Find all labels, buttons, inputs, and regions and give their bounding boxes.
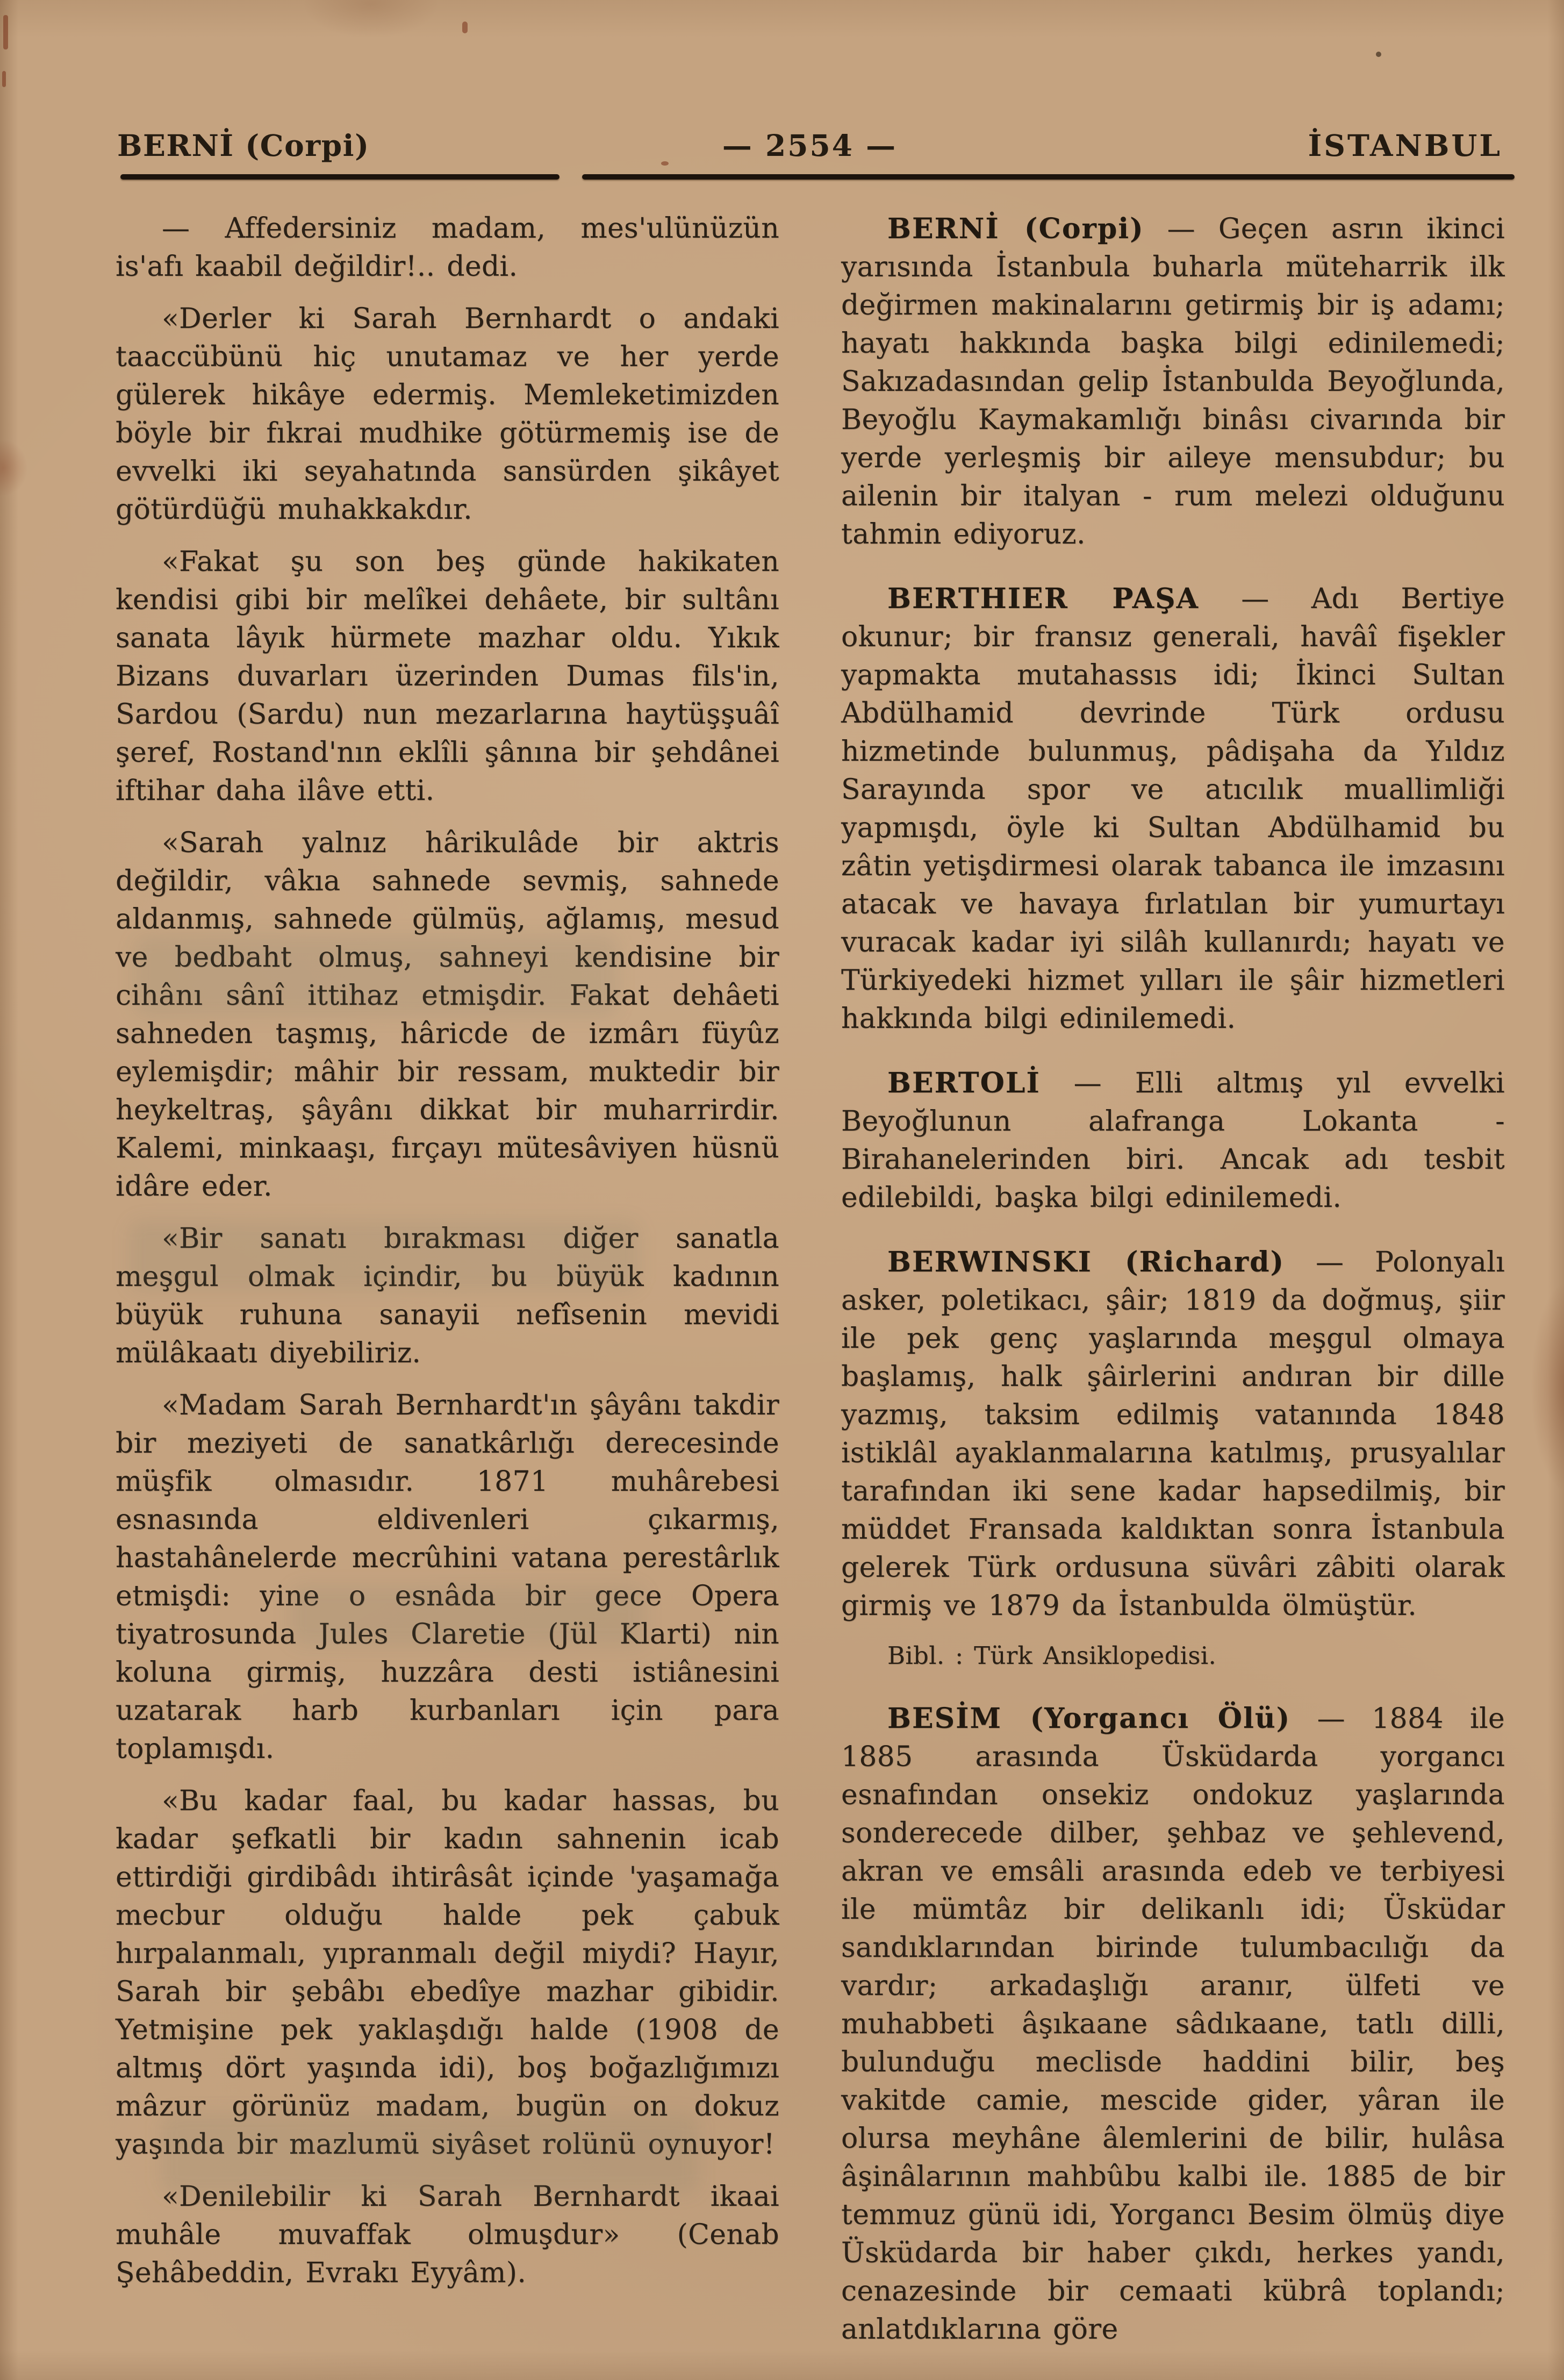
paragraph: «Derler ki Sarah Bernhardt o andaki taaccübünü hiç unutamaz ve her yerde gülerek hikâye edermiş. Memleketimizden böyle bir fıkrai mudhike götürmemiş ise de evvelki iki seyahatında sansürden şikâyet götürdüğü muhakkakdır. [116, 303, 779, 526]
running-title-left: BERNİ (Corpi) [117, 128, 370, 163]
entry-body: — 1884 ile 1885 arasında Üsküdarda yorgancı esnafından onsekiz ondokuz yaşlarında sonderecede dilber, şehbaz ve şehlevend, akran ve emsâli arasında edeb ve terbiyesi ile mümtâz bir delikanlı idi; Üsküdar sandıklarından birinde tulumbacılığı da vardır; arkadaşlığı aranır, ülfeti ve muhabbeti âşıkaane sâdıkaane, tatlı dilli, bulunduğu meclisde haddini bilir, beş vakitde camie, mescide gider, yâran ile olursa meyhâne âlemlerini de bilir, hulâsa âşinâlarının mahbûbu kalbi ile. 1885 de bir temmuz günü idi, Yorgancı Besim ölmüş diye Üsküdarda bir haber çıkdı, herkes yandı, cenazesinde bir cemaati kübrâ toplandı; anlatdıklarına göre [841, 1703, 1505, 2346]
entry-body: — Adı Bertiye okunur; bir fransız generali, havâî fişekler yapmakta mutahassıs idi; İkinci Sultan Abdülhamid devrinde Türk ordusu hizmetinde bulunmuş, pâdişaha da Yıldız Sarayında spor ve atıcılık muallimliği yapmışdı, öyle ki Sultan Abdülhamid bu zâtin yetişdirmesi olarak tabanca ile imzasını atacak ve havaya fırlatılan bir yumurtayı vuracak kadar iyi silâh kullanırdı; hayatı ve Türkiyedeki hizmet yılları ile şâir hizmetleri hakkında bilgi edinilemedi. [841, 583, 1505, 1035]
entry-headword: BERNİ (Corpi) [887, 212, 1144, 245]
paragraph: «Fakat şu son beş günde hakikaten kendisi gibi bir melîkei dehâete, bir sultânı sanata lâyık hürmete mazhar oldu. Yıkık Bizans duvarları üzerinden Dumas fils'in, Sardou (Sardu) nun mezarlarına haytüşşuâî şeref, Rostand'nın eklîli şânına bir şehdânei iftihar daha ilâve etti. [116, 546, 779, 807]
paper-edge-mark [3, 15, 8, 49]
paragraph-attribution: «Denilebilir ki Sarah Bernhardt ikaai muhâle muvaffak olmuşdur» (Cenab Şehâbeddin, Evrakı Eyyâm). [116, 2181, 779, 2289]
text-columns [116, 210, 1505, 2375]
entry-headword: BERTOLİ [887, 1067, 1041, 1099]
paper-edge-mark [2, 71, 6, 87]
entry-berni [841, 210, 1505, 554]
paper-speck [1376, 52, 1381, 57]
running-title-right: İSTANBUL [1308, 128, 1502, 163]
left-column [116, 210, 779, 2375]
entry-headword: BERTHIER PAŞA [887, 582, 1199, 615]
entry-bertoli [841, 1064, 1505, 1217]
page-number: — 2554 — [722, 128, 898, 163]
entry-body: — Polonyalı asker, poletikacı, şâir; 1819 da doğmuş, şiir ile pek genç yaşlarında meşgul olmaya başlamış, halk şâirlerini andıran bir dille yazmış, taksim edilmiş vatanında 1848 istiklâl ayaklanmalarına katılmış, prusyalılar tarafından iki sene kadar hapsedilmiş, bir müddet Fransada kaldıktan sonra İstanbula gelerek Türk ordusuna süvâri zâbiti olarak girmiş ve 1879 da İstanbulda ölmüştür. [841, 1246, 1505, 1622]
entry-berwinski [841, 1243, 1505, 1625]
bibliography-note: Bibl. : Türk Ansiklopedisi. [887, 1641, 1217, 1670]
paper-speck [462, 22, 468, 33]
paragraph-quote-dialogue: — Affedersiniz madam, mes'ulünüzün is'afı kaabil değildir!.. dedi. [116, 212, 779, 283]
paragraph: «Sarah yalnız hârikulâde bir aktris değildir, vâkıa sahnede sevmiş, sahnede aldanmış, sahnede gülmüş, ağlamış, mesud ve bedbaht olmuş, sahneyi kendisine bir cihânı sânî ittihaz etmişdir. Fakat dehâeti sahneden taşmış, hâricde de izmârı füyûz eylemişdir; mâhir bir ressam, muktedir bir heykeltraş, şâyânı dikkat bir muharrirdir. Kalemi, minkaaşı, fırçayı mütesâviyen hüsnü idâre eder. [116, 827, 779, 1203]
running-header [117, 128, 1502, 163]
entry-headword: BESİM (Yorgancı Ölü) [887, 1702, 1291, 1735]
header-rule-right-segment [582, 174, 1515, 180]
right-column [841, 210, 1505, 2375]
header-rule [120, 174, 1515, 180]
entry-berthier-pasa [841, 580, 1505, 1038]
header-rule-left-segment [120, 174, 559, 180]
entry-besim [841, 1699, 1505, 2349]
paragraph: «Bir sanatı bırakması diğer sanatla meşgul olmak içindir, bu büyük kadının büyük ruhuna sanayii nefîsenin mevidi mülâkaatı diyebiliriz. [116, 1223, 779, 1369]
entry-body: — Elli altmış yıl evvelki Beyoğlunun alafranga Lokanta - Birahanelerinden biri. Ancak adı tesbit edilebildi, başka bilgi edinilemedi. [841, 1067, 1505, 1214]
paragraph: «Madam Sarah Bernhardt'ın şâyânı takdir bir meziyeti de sanatkârlığı derecesinde müşfik olmasıdır. 1871 muhârebesi esnasında eldivenleri çıkarmış, hastahânelerde mecrûhini vatana perestârlık etmişdi: yine o esnâda bir gece Opera tiyatrosunda Jules Claretie (Jül Klarti) nin koluna girmiş, huzzâra desti istiânesini uzatarak harb kurbanları için para toplamışdı. [116, 1389, 779, 1765]
entry-body: — Geçen asrın ikinci yarısında İstanbula buharla müteharrik ilk değirmen makinalarını getirmiş bir iş adamı; hayatı hakkında başka bilgi edinilemedi; Sakızadasından gelip İstanbulda Beyoğlunda, Beyoğlu Kaymakamlığı binâsı civarında bir yerde yerleşmiş bir aileye mensubdur; bu ailenin bir italyan - rum melezi olduğunu tahmin ediyoruz. [841, 213, 1505, 551]
paragraph: «Bu kadar faal, bu kadar hassas, bu kadar şefkatli bir kadın sahnenin icab ettirdiği girdibâdı ihtirâsât içinde 'yaşamağa mecbur olduğu halde pek çabuk hırpalanmalı, yıpranmalı değil miydi? Hayır, Sarah bir şebâbı ebedîye mazhar gibidir. Yetmişine pek yaklaşdığı halde (1908 de altmış dört yaşında idi), boş boğazlığımızı mâzur görünüz madam, bugün on dokuz yaşında bir mazlumü siyâset rolünü oynuyor! [116, 1785, 779, 2161]
entry-headword: BERWINSKI (Richard) [887, 1246, 1285, 1278]
